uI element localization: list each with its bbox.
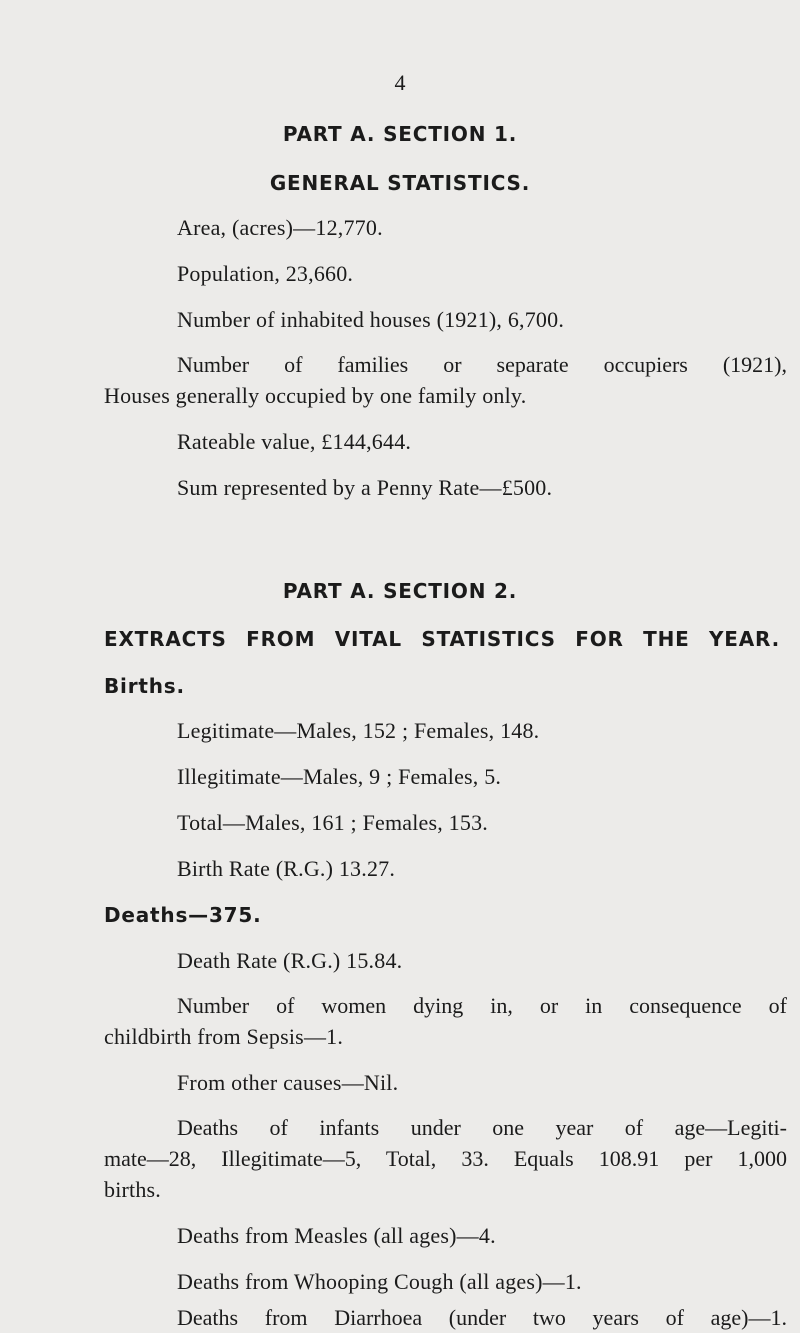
penny-rate-line: Sum represented by a Penny Rate—£500. xyxy=(177,475,553,500)
infant-deaths-line-3: births. xyxy=(104,1177,162,1202)
births-heading: Births. xyxy=(104,674,185,698)
measles-line: Deaths from Measles (all ages)—4. xyxy=(177,1223,496,1248)
area-line: Area, (acres)—12,770. xyxy=(177,215,383,240)
page-number: 4 xyxy=(394,70,406,95)
deaths-heading: Deaths—375. xyxy=(104,903,262,927)
whooping-cough-line: Deaths from Whooping Cough (all ages)—1. xyxy=(177,1269,582,1294)
houses-line: Number of inhabited houses (1921), 6,700. xyxy=(177,307,565,332)
infant-deaths-line-1: Deaths of infants under one year of age—Legiti- xyxy=(177,1115,787,1140)
population-line: Population, 23,660. xyxy=(177,261,354,286)
women-dying-line-2: childbirth from Sepsis—1. xyxy=(104,1024,344,1049)
birth-rate-line: Birth Rate (R.G.) 13.27. xyxy=(177,856,396,881)
section1-heading: PART A. SECTION 1. xyxy=(282,122,518,146)
illegitimate-line: Illegitimate—Males, 9 ; Females, 5. xyxy=(177,764,502,789)
families-line-2: Houses generally occupied by one family only. xyxy=(104,383,527,408)
women-dying-line-1: Number of women dying in, or in consequence of xyxy=(177,993,787,1018)
section1-subheading: GENERAL STATISTICS. xyxy=(269,171,531,195)
section2-subheading: EXTRACTS FROM VITAL STATISTICS FOR THE YEAR. xyxy=(104,627,780,651)
section2-heading: PART A. SECTION 2. xyxy=(282,579,518,603)
death-rate-line: Death Rate (R.G.) 15.84. xyxy=(177,948,403,973)
diarrhoea-line: Deaths from Diarrhoea (under two years of age)—1. xyxy=(177,1305,787,1330)
families-line-1: Number of families or separate occupiers (1921), xyxy=(177,352,787,377)
legitimate-line: Legitimate—Males, 152 ; Females, 148. xyxy=(177,718,540,743)
total-births-line: Total—Males, 161 ; Females, 153. xyxy=(177,810,488,835)
other-causes-line: From other causes—Nil. xyxy=(177,1070,399,1095)
infant-deaths-line-2: mate—28, Illegitimate—5, Total, 33. Equals 108.91 per 1,000 xyxy=(104,1146,787,1171)
rateable-value-line: Rateable value, £144,644. xyxy=(177,429,412,454)
